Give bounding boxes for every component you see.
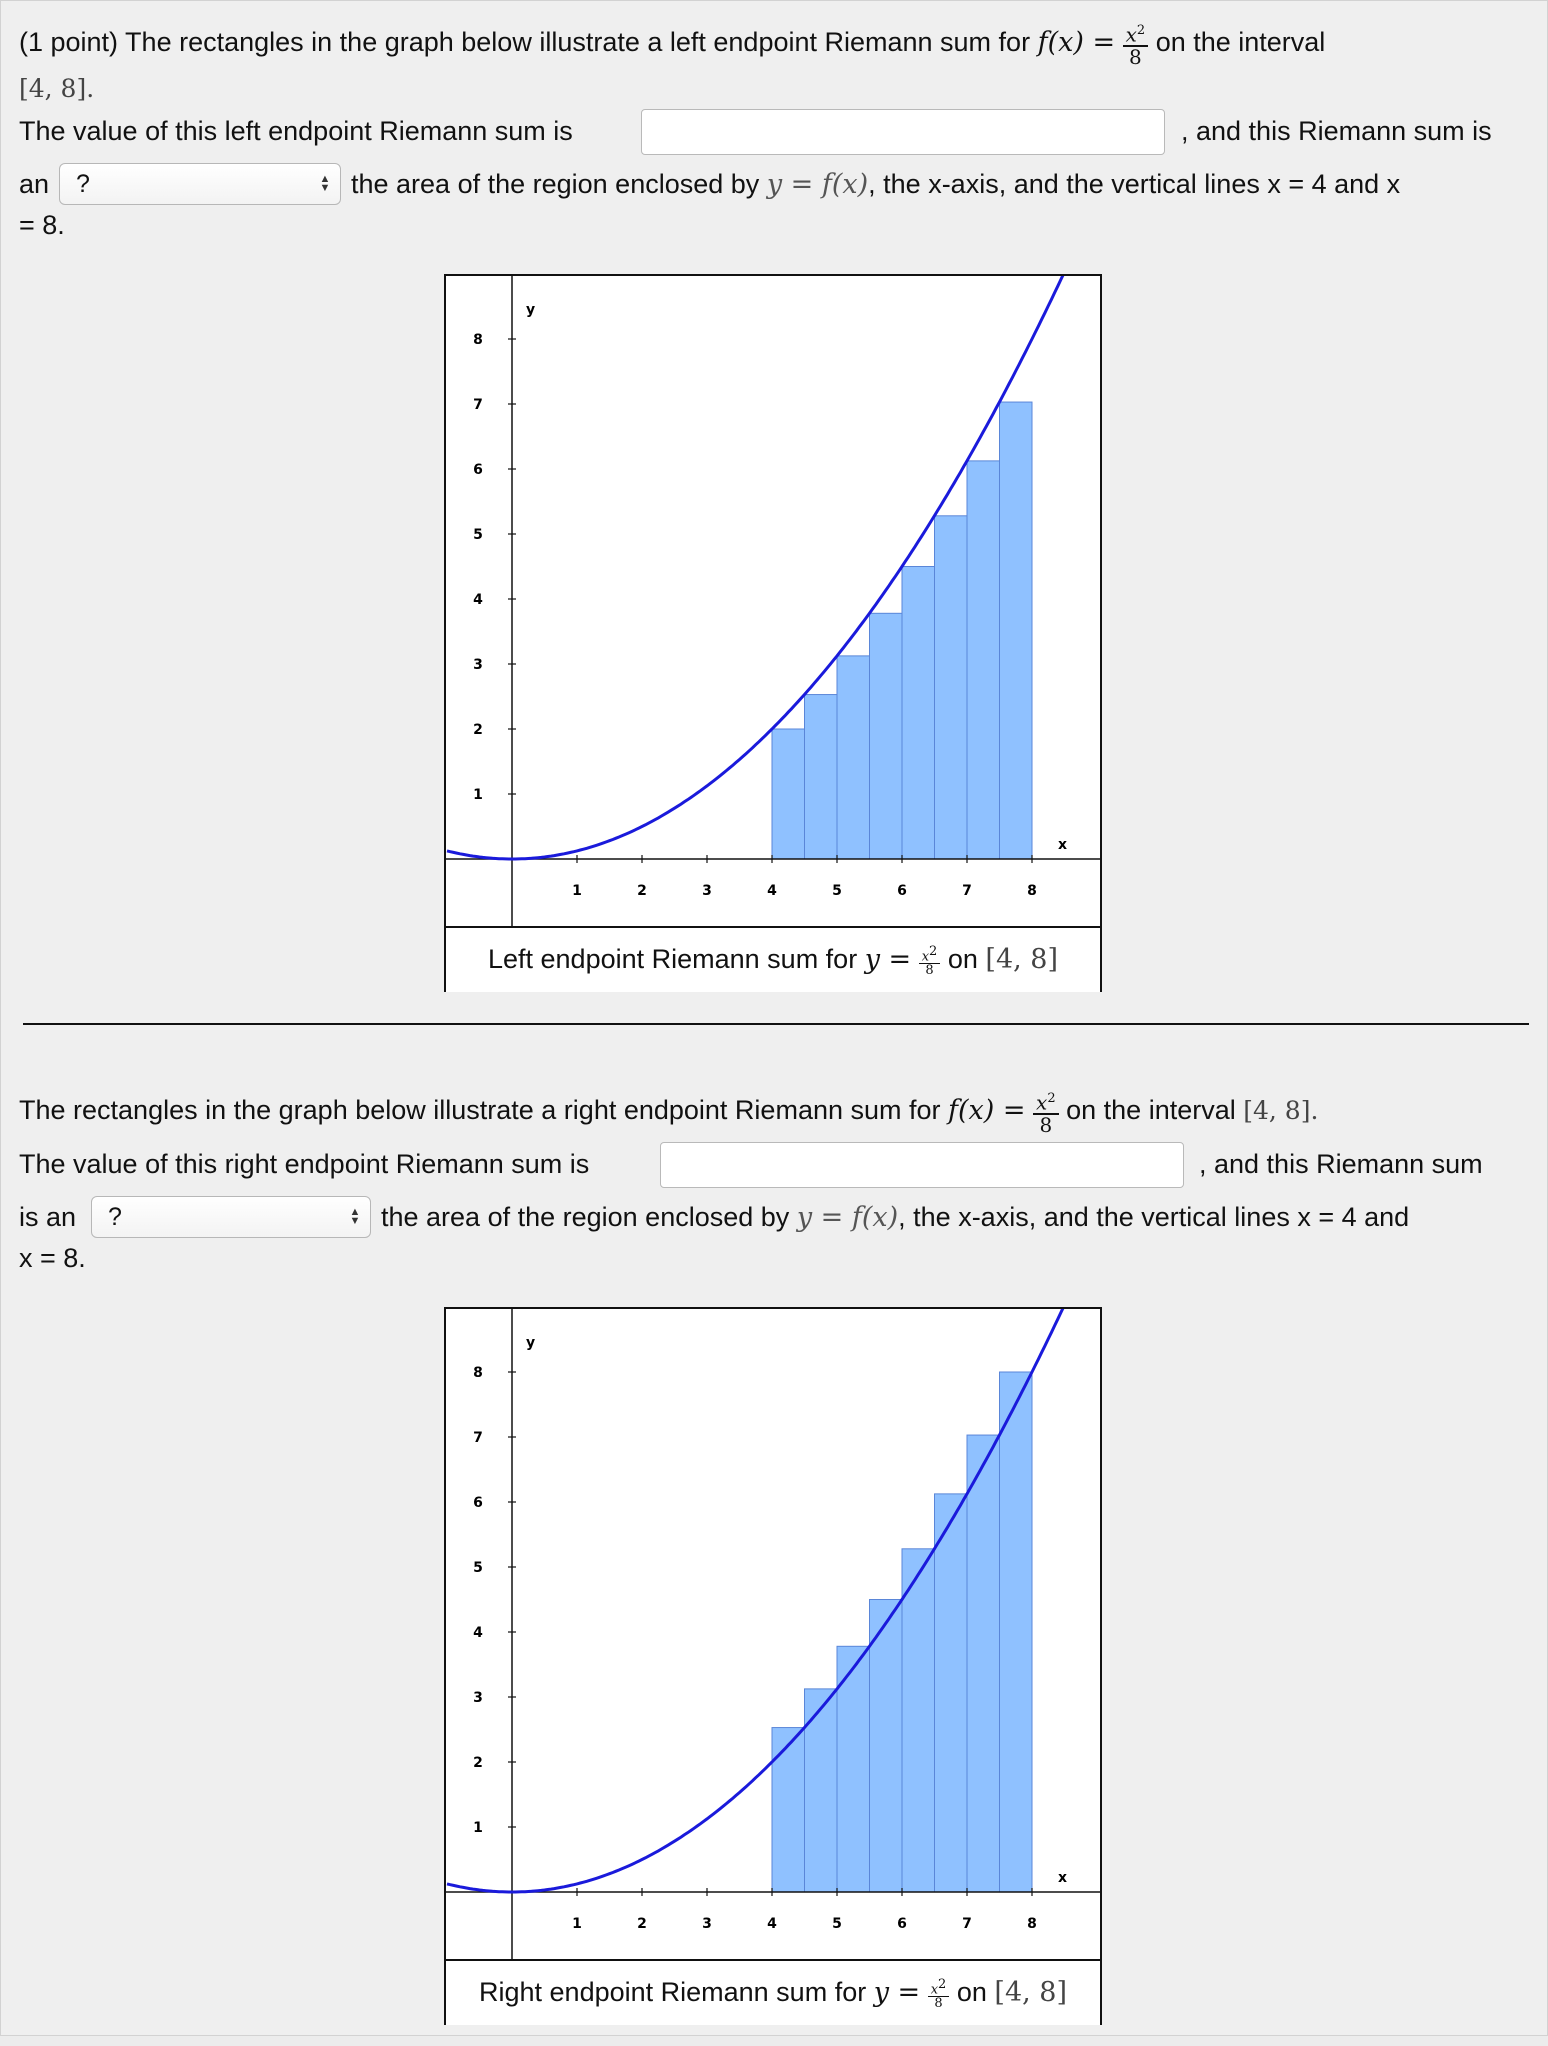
problem2-prefix: The rectangles in the graph below illustrate a right endpoint Riemann sum for: [19, 1094, 941, 1125]
right-y-tick-label-8: 8: [473, 1365, 483, 1381]
problem1-func-den: 8: [1129, 44, 1142, 69]
problem2-func-fraction: [1033, 1089, 1059, 1135]
right-x-tick-label-8: 8: [1027, 1916, 1037, 1932]
section-divider: [23, 1023, 1529, 1025]
left-riemann-chart: [446, 276, 1100, 926]
left-rect-2: [805, 695, 838, 859]
problem1-area-text-2: , the x-axis, and the vertical lines x = 4 and x: [868, 169, 1401, 199]
problem2-area-line: [381, 1197, 1409, 1238]
problem2-value-suffix: , and this Riemann sum: [1199, 1149, 1483, 1179]
right-y-axis-label: y: [526, 1335, 536, 1351]
problem2-func-exp: 2: [1047, 1091, 1056, 1106]
left-y-axis-label: y: [526, 302, 536, 318]
left-caption-math: y =: [864, 944, 912, 975]
right-caption-text: Right endpoint Riemann sum for: [479, 1977, 867, 2007]
left-y-tick-label-8: 8: [473, 332, 483, 348]
left-x-tick-label-3: 3: [702, 883, 712, 899]
left-x-axis-label: x: [1058, 837, 1068, 853]
problem1-area-math: y = f(x): [766, 169, 869, 200]
left-x-tick-label-2: 2: [637, 883, 647, 899]
problem2-select-value: ?: [108, 1203, 122, 1231]
left-rect-4: [870, 613, 903, 859]
problem2-value-prefix: The value of this right endpoint Riemann sum is: [19, 1149, 590, 1179]
right-y-tick-label-1: 1: [473, 1820, 483, 1836]
right-x-tick-label-2: 2: [637, 1916, 647, 1932]
left-x-tick-label-5: 5: [832, 883, 842, 899]
problem2-area-text-3: x = 8.: [19, 1243, 86, 1273]
left-rect-8: [1000, 402, 1033, 859]
right-caption-fraction: [928, 1978, 950, 2010]
problem1-select-prefix: an: [19, 169, 50, 199]
right-rect-4: [870, 1600, 903, 1893]
left-y-tick-label-3: 3: [473, 657, 483, 673]
left-y-tick-label-2: 2: [473, 722, 483, 738]
left-rect-7: [967, 461, 1000, 859]
right-rect-8: [1000, 1372, 1033, 1892]
right-y-tick-label-5: 5: [473, 1560, 483, 1576]
right-y-tick-label-6: 6: [473, 1495, 483, 1511]
problem2-select-prefix: is an: [19, 1202, 77, 1232]
left-y-tick-label-4: 4: [473, 592, 483, 608]
problem1-func-exp: 2: [1136, 23, 1146, 38]
problem1-interval: [4, 8].: [19, 74, 95, 103]
problem1-func-fraction: [1123, 21, 1149, 67]
problem1-comparison-select[interactable]: [59, 163, 341, 205]
right-caption-math: y =: [873, 1977, 921, 2008]
problem1-interval-label: on the interval: [1155, 26, 1326, 57]
problem2-answer-input[interactable]: [660, 1142, 1184, 1188]
left-caption-on: on: [947, 944, 978, 974]
right-y-tick-label-7: 7: [473, 1430, 483, 1446]
right-x-tick-label-5: 5: [832, 1916, 842, 1932]
left-x-tick-label-4: 4: [767, 883, 777, 899]
left-caption-text: Left endpoint Riemann sum for: [487, 944, 858, 974]
problem2-func-den: 8: [1039, 1112, 1053, 1137]
left-caption-den: 8: [925, 963, 934, 979]
problem1-answer-input[interactable]: [641, 109, 1165, 155]
left-caption-exp: 2: [929, 943, 938, 959]
right-rect-7: [967, 1435, 1000, 1892]
right-rect-2: [805, 1689, 838, 1892]
right-rect-6: [935, 1494, 968, 1892]
left-rect-1: [772, 729, 805, 859]
left-graph-caption: [446, 926, 1100, 992]
right-x-tick-label-4: 4: [767, 1916, 777, 1932]
right-x-tick-label-7: 7: [962, 1916, 972, 1932]
right-graph-caption: [446, 1959, 1100, 2025]
left-rect-5: [902, 567, 935, 860]
right-y-tick-label-3: 3: [473, 1690, 483, 1706]
left-y-tick-label-1: 1: [473, 787, 483, 803]
problem2-func-num: x: [1036, 1090, 1048, 1115]
problem2-area-text-2: , the x-axis, and the vertical lines x = 4 and: [898, 1202, 1410, 1232]
right-caption-exp: 2: [938, 1976, 947, 1992]
problem1-prefix: (1 point) The rectangles in the graph below illustrate a left endpoint Riemann sum for: [19, 26, 1031, 57]
right-caption-interval: [4, 8]: [994, 1977, 1067, 2008]
problem1-func-lhs: f(x) =: [1037, 26, 1116, 58]
problem1-area-text-1: the area of the region enclosed by: [351, 169, 760, 199]
left-rect-6: [935, 516, 968, 859]
problem2-func-lhs: f(x) =: [948, 1094, 1026, 1126]
problem2-area-text-1: the area of the region enclosed by: [381, 1202, 790, 1232]
left-y-tick-label-6: 6: [473, 462, 483, 478]
problem2-area-math: y = f(x): [796, 1202, 899, 1233]
right-x-tick-label-6: 6: [897, 1916, 907, 1932]
left-rect-3: [837, 656, 870, 859]
left-caption-fraction: [919, 945, 941, 977]
problem1-select-value: ?: [76, 170, 90, 198]
problem2-comparison-select[interactable]: [91, 1196, 371, 1238]
problem1-area-line: [351, 164, 1400, 205]
problem2-interval: [4, 8].: [1243, 1095, 1319, 1125]
right-y-tick-label-2: 2: [473, 1755, 483, 1771]
right-x-tick-label-3: 3: [702, 1916, 712, 1932]
right-riemann-graph: [444, 1307, 1102, 2025]
right-y-tick-label-4: 4: [473, 1625, 483, 1641]
up-down-arrows-icon: ▲ ▼: [319, 173, 331, 194]
left-riemann-graph: [444, 274, 1102, 992]
problem1-area-text-3: = 8.: [19, 210, 65, 240]
problem1-value-suffix: , and this Riemann sum is: [1181, 116, 1492, 146]
left-y-tick-label-7: 7: [473, 397, 483, 413]
left-x-tick-label-7: 7: [962, 883, 972, 899]
left-y-tick-label-5: 5: [473, 527, 483, 543]
right-x-tick-label-1: 1: [572, 1916, 582, 1932]
problem2-interval-label: on the interval: [1066, 1094, 1236, 1125]
left-x-tick-label-1: 1: [572, 883, 582, 899]
left-caption-interval: [4, 8]: [985, 944, 1058, 975]
problem1-func-num: x: [1125, 22, 1137, 47]
right-caption-den: 8: [934, 1996, 943, 2012]
problem1-value-prefix: The value of this left endpoint Riemann sum is: [19, 116, 573, 146]
left-x-tick-label-8: 8: [1027, 883, 1037, 899]
left-x-tick-label-6: 6: [897, 883, 907, 899]
problem2-intro-line: [19, 1089, 1318, 1135]
left-caption-num: x: [921, 949, 930, 965]
right-caption-num: x: [930, 1982, 939, 1998]
problem1-intro-line: [19, 21, 1325, 67]
up-down-arrows-icon: ▲ ▼: [349, 1206, 361, 1227]
right-rect-5: [902, 1549, 935, 1892]
right-rect-1: [772, 1728, 805, 1892]
right-riemann-chart: [446, 1309, 1100, 1959]
right-caption-on: on: [956, 1977, 987, 2007]
right-x-axis-label: x: [1058, 1870, 1068, 1886]
